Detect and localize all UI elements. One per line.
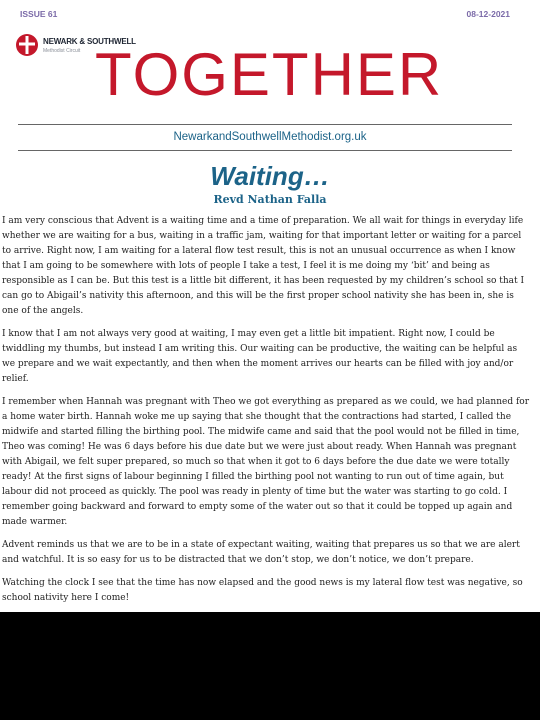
article-paragraph: I am very conscious that Advent is a waiting time and a time of preparation. We all wait for things in everyday life whether we are waiting for a bus, waiting in a traffic jam, waiting for that important letter or waiting for a parcel to arrive. Right now, I am waiting for a lateral flow test result, this is not an unusual occurrence as when I know that I am going to be somewhere with lots of people I take a test, I feel it is me doing my ‘bit’ and being as responsible as I can be. But this test is a little bit different, it has been requested by my children’s school so that I can go to Abigail’s nativity this afternoon, and this will be the first proper school nativity she has been in, she is one of the angels. — [2, 216, 525, 316]
website-link[interactable]: NewarkandSouthwellMethodist.org.uk — [173, 131, 367, 143]
article-author: Revd Nathan Falla — [213, 193, 327, 206]
letterbox-band — [0, 612, 540, 720]
methodist-cross-icon — [15, 33, 39, 57]
organization-name: NEWARK & SOUTHWELL — [43, 37, 136, 46]
article-body — [2, 214, 532, 612]
organization-subtitle: Methodist Circuit — [43, 48, 81, 54]
issue-number: ISSUE 61 — [20, 9, 58, 19]
masthead-title: TOGETHER — [95, 41, 444, 108]
issue-date: 08-12-2021 — [466, 9, 510, 19]
article-paragraph: I remember when Hannah was pregnant with Theo we got everything as prepared as we could, we had planned for a home water birth. Hannah woke me up saying that she thought that the contractions had started, I called the midwife and started filling the birthing pool. The midwife came and said that the pool would not be filled in time, Theo was coming! He was 6 days before his due date but we were just about ready. When Hannah was pregnant with Abigail, we felt super prepared, so much so that when it got to 6 days before the due date we were totally ready! At the first signs of labour beginning I filled the birthing pool not wanting to run out of time again, but labour did not proceed as quickly. The pool was ready in plenty of time but the water was starting to go cold. I remember going backward and forward to empty some of the water out so that it could be topped up again and made warmer. — [2, 397, 530, 527]
header-divider-bottom — [18, 150, 512, 151]
article-title: Waiting… — [210, 161, 330, 191]
header-divider-top — [18, 124, 512, 125]
article-paragraph: Watching the clock I see that the time has now elapsed and the good news is my lateral flow test was negative, so school nativity here I come! — [2, 578, 523, 603]
article-paragraph: I know that I am not always very good at waiting, I may even get a little bit impatient. Right now, I could be twiddling my thumbs, but instead I am writing this. Our waiting can be productive, the waiting can be helpful as we prepare and we wait expectantly, and then when the moment arrives our hearts can be filled with joy and/or relief. — [2, 329, 518, 384]
article-paragraph: Advent reminds us that we are to be in a state of expectant waiting, waiting that prepares us so that we are alert and watchful. It is so easy for us to be distracted that we don’t stop, we don’t notice, we don’t prepare. — [2, 540, 520, 565]
